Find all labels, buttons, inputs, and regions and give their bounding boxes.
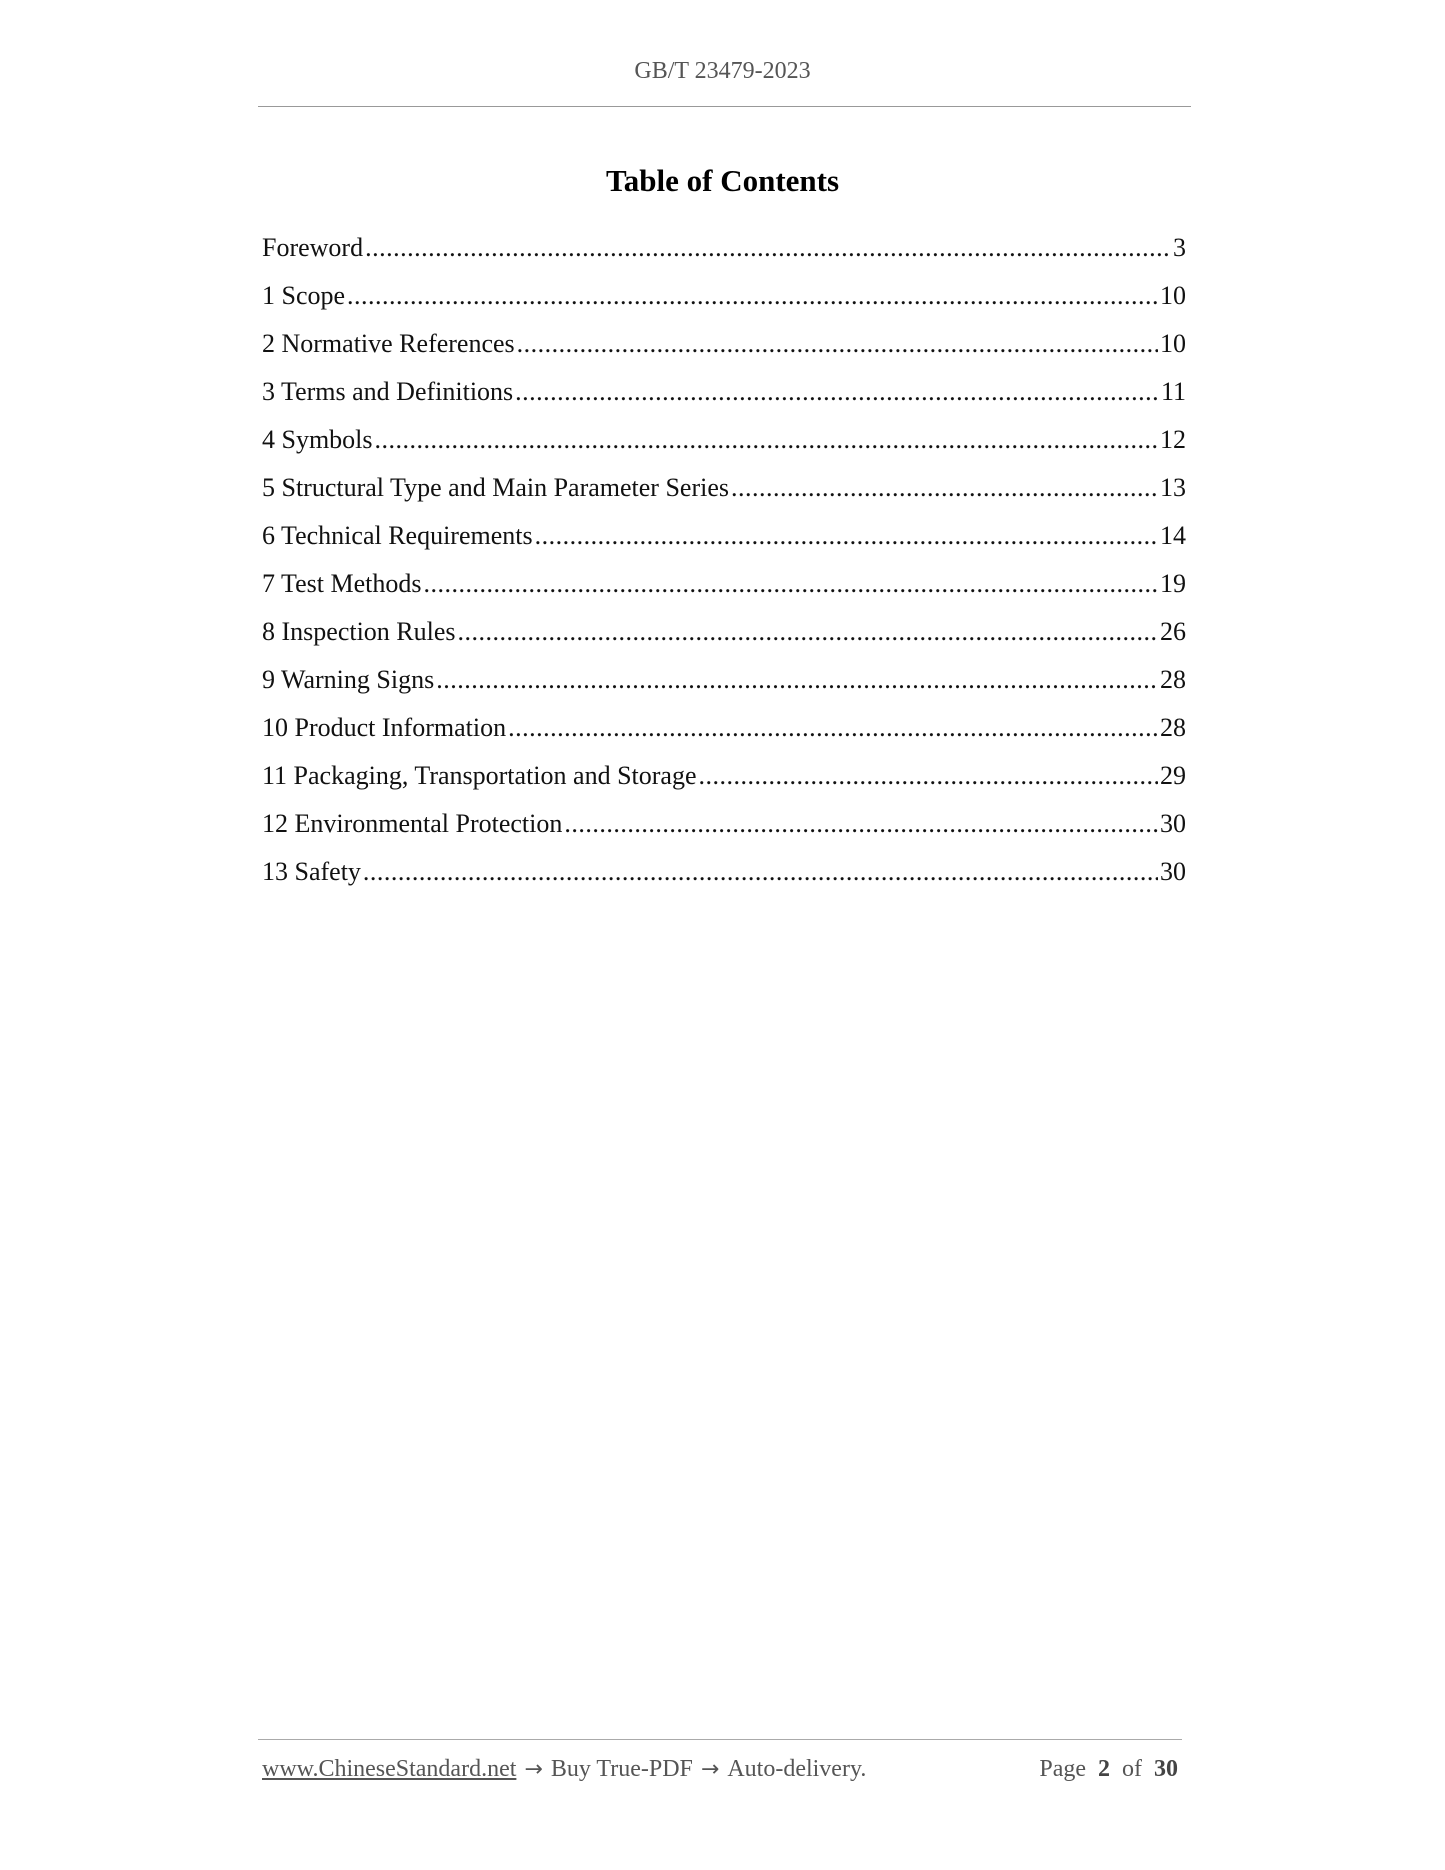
toc-entry-label: 9 Warning Signs [262, 665, 435, 694]
toc-entry[interactable] [262, 566, 1186, 614]
toc-leader-dots [517, 326, 1158, 362]
toc-entry-page: 19 [1160, 569, 1186, 598]
toc-leader-dots [564, 806, 1158, 842]
toc-entry-label: 8 Inspection Rules [262, 617, 456, 646]
toc-entry-page: 26 [1160, 617, 1186, 646]
toc-entry[interactable] [262, 806, 1186, 854]
toc-entry-page: 13 [1160, 473, 1186, 502]
toc-entry[interactable] [262, 662, 1186, 710]
toc-entry[interactable] [262, 614, 1186, 662]
running-header: GB/T 23479-2023 [634, 58, 811, 84]
toc-entry-page: 30 [1160, 857, 1186, 886]
toc-entry[interactable] [262, 278, 1186, 326]
toc-leader-dots [423, 566, 1158, 602]
toc-entry-page: 28 [1160, 665, 1186, 694]
toc-leader-dots [731, 470, 1158, 506]
toc-entry-label: 13 Safety [262, 857, 361, 886]
toc-leader-dots [375, 422, 1158, 458]
toc-entry-label: 1 Scope [262, 281, 346, 310]
toc-entry[interactable] [262, 758, 1186, 806]
current-page: 2 [1098, 1756, 1110, 1782]
toc-entry-label: 10 Product Information [262, 713, 507, 742]
toc-list [262, 230, 1186, 902]
toc-entry-label: 12 Environmental Protection [262, 809, 563, 838]
toc-entry[interactable] [262, 470, 1186, 518]
footer-divider [258, 1739, 1182, 1740]
toc-entry-page: 10 [1160, 329, 1186, 358]
toc-leader-dots [508, 710, 1158, 746]
toc-entry-page: 3 [1173, 233, 1186, 262]
of-word: of [1122, 1756, 1142, 1782]
toc-entry[interactable] [262, 374, 1186, 422]
total-pages: 30 [1154, 1756, 1178, 1782]
toc-entry[interactable] [262, 710, 1186, 758]
buy-text: Buy True-PDF [550, 1756, 693, 1782]
toc-title: Table of Contents [605, 163, 840, 198]
page-word: Page [1039, 1756, 1086, 1782]
toc-leader-dots [347, 278, 1158, 314]
page-footer [262, 1756, 1182, 1783]
toc-entry[interactable] [262, 518, 1186, 566]
header-divider [258, 106, 1191, 107]
toc-entry-page: 30 [1160, 809, 1186, 838]
toc-entry-page: 29 [1160, 761, 1186, 790]
toc-leader-dots [515, 374, 1159, 410]
toc-entry-page: 11 [1160, 377, 1186, 406]
toc-entry[interactable] [262, 854, 1186, 902]
right-arrow-icon: → [700, 1757, 720, 1782]
toc-entry-page: 14 [1160, 521, 1186, 550]
toc-entry-page: 10 [1160, 281, 1186, 310]
right-arrow-icon: → [524, 1757, 543, 1782]
footer-promo [262, 1756, 866, 1783]
delivery-text: Auto-delivery. [727, 1756, 867, 1782]
toc-leader-dots [363, 854, 1158, 890]
toc-entry-label: Foreword [262, 233, 364, 262]
page-number [1039, 1756, 1178, 1783]
toc-leader-dots [698, 758, 1158, 794]
toc-entry-page: 28 [1160, 713, 1186, 742]
toc-entry-label: 11 Packaging, Transportation and Storage [262, 761, 697, 790]
toc-leader-dots [535, 518, 1158, 554]
toc-entry[interactable] [262, 230, 1186, 278]
toc-entry-label: 2 Normative References [262, 329, 515, 358]
toc-entry-label: 7 Test Methods [262, 569, 422, 598]
toc-entry[interactable] [262, 326, 1186, 374]
toc-entry-label: 5 Structural Type and Main Parameter Series [262, 473, 730, 502]
website-link[interactable]: www.ChineseStandard.net [262, 1756, 517, 1782]
toc-entry[interactable] [262, 422, 1186, 470]
toc-entry-page: 12 [1160, 425, 1186, 454]
toc-entry-label: 4 Symbols [262, 425, 373, 454]
toc-leader-dots [458, 614, 1158, 650]
toc-leader-dots [436, 662, 1158, 698]
toc-entry-label: 6 Technical Requirements [262, 521, 533, 550]
toc-leader-dots [365, 230, 1171, 266]
toc-entry-label: 3 Terms and Definitions [262, 377, 514, 406]
